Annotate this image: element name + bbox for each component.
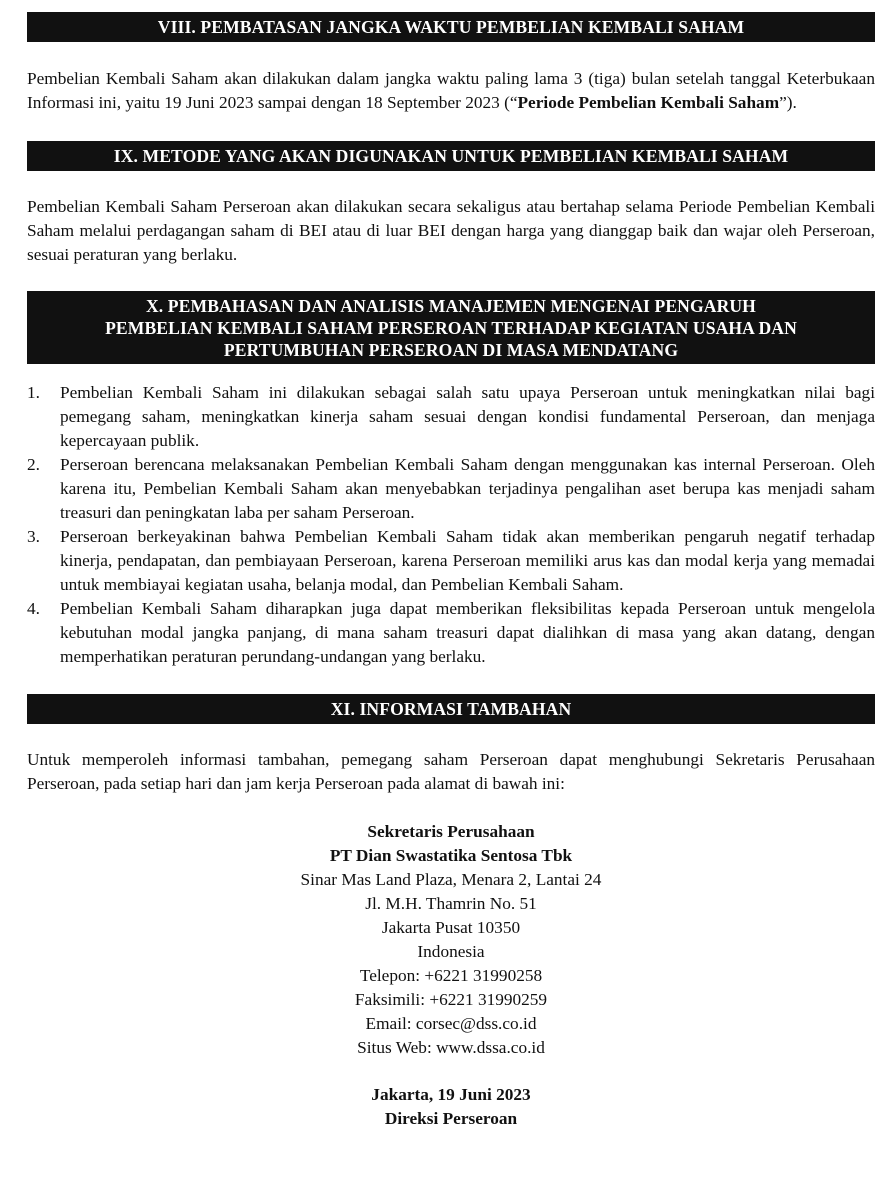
contact-address-block: [27, 820, 875, 1060]
section-10-heading-line: PEMBELIAN KEMBALI SAHAM PERSEROAN TERHADAP KEGIATAN USAHA DAN: [105, 318, 797, 338]
section-10-heading-line: PERTUMBUHAN PERSEROAN DI MASA MENDATANG: [223, 340, 679, 360]
section-9-heading: IX. METODE YANG AKAN DIGUNAKAN UNTUK PEMBELIAN KEMBALI SAHAM: [27, 141, 875, 171]
contact-email: Email: corsec@dss.co.id: [365, 1014, 537, 1033]
section-8-heading: VIII. PEMBATASAN JANGKA WAKTU PEMBELIAN KEMBALI SAHAM: [27, 12, 875, 42]
list-item-number: 2.: [27, 455, 40, 474]
list-item: [27, 525, 875, 597]
section-10-list: [27, 381, 875, 669]
contact-country: Indonesia: [417, 942, 485, 961]
contact-role: Sekretaris Perusahaan: [367, 822, 535, 841]
contact-address-line: Jl. M.H. Thamrin No. 51: [365, 894, 537, 913]
signature-signer: Direksi Perseroan: [384, 1109, 518, 1128]
contact-fax: Faksimili: +6221 31990259: [354, 990, 548, 1009]
section-11-paragraph: Untuk memperoleh informasi tambahan, pemegang saham Perseroan dapat menghubungi Sekretaris Perusahaan Perseroan, pada setiap hari dan jam kerja Perseroan pada alamat di bawah ini:: [27, 750, 875, 793]
section-11-heading: XI. INFORMASI TAMBAHAN: [27, 694, 875, 724]
list-item-number: 3.: [27, 527, 40, 546]
signature-block: [27, 1083, 875, 1131]
list-item-text: Pembelian Kembali Saham ini dilakukan sebagai salah satu upaya Perseroan untuk meningkatkan nilai bagi pemegang saham, meningkatkan kinerja saham sesuai dengan kondisi fundamental Perseroan, dan menjaga kepercayaan publik.: [60, 383, 875, 450]
contact-company: PT Dian Swastatika Sentosa Tbk: [329, 846, 573, 865]
list-item-text: Perseroan berencana melaksanakan Pembelian Kembali Saham dengan menggunakan kas internal Perseroan. Oleh karena itu, Pembelian Kembali Saham akan menyebabkan terjadinya pengalihan aset berupa kas menjadi saham treasuri dan peningkatan laba per saham Perseroan.: [60, 455, 875, 522]
document-page: [27, 12, 875, 1131]
section-10-heading-line: X. PEMBAHASAN DAN ANALISIS MANAJEMEN MENGENAI PENGARUH: [146, 296, 756, 316]
list-item-text: Pembelian Kembali Saham diharapkan juga dapat memberikan fleksibilitas kepada Perseroan untuk mengelola kebutuhan modal jangka panjang, di mana saham treasuri dapat dialihkan di masa yang akan datang, dengan memperhatikan peraturan perundang-undangan yang berlaku.: [60, 599, 875, 666]
contact-address-line: Sinar Mas Land Plaza, Menara 2, Lantai 24: [300, 870, 602, 889]
contact-phone: Telepon: +6221 31990258: [359, 966, 543, 985]
list-item-number: 1.: [27, 383, 40, 402]
list-item-text: Perseroan berkeyakinan bahwa Pembelian Kembali Saham tidak akan memberikan pengaruh negatif terhadap kinerja, pendapatan, dan pembiayaan Perseroan, karena Perseroan memiliki arus kas dan modal kerja yang memadai untuk membiayai kegiatan usaha, belanja modal, dan Pembelian Kembali Saham.: [60, 527, 875, 594]
list-item-number: 4.: [27, 599, 40, 618]
signature-place-date: Jakarta, 19 Juni 2023: [371, 1085, 531, 1104]
section-8-paragraph: Pembelian Kembali Saham akan dilakukan dalam jangka waktu paling lama 3 (tiga) bulan setelah tanggal Keterbukaan Informasi ini, yaitu 19 Juni 2023 sampai dengan 18 September 2023 (“Periode Pembelian Kembali Saham”).: [27, 69, 875, 112]
section-10-heading: [27, 291, 875, 364]
section-9-paragraph: Pembelian Kembali Saham Perseroan akan dilakukan secara sekaligus atau bertahap selama Periode Pembelian Kembali Saham melalui perdagangan saham di BEI atau di luar BEI dengan harga yang dianggap baik dan wajar oleh Perseroan, sesuai peraturan yang berlaku.: [27, 197, 875, 264]
contact-city: Jakarta Pusat 10350: [381, 918, 521, 937]
list-item: [27, 381, 875, 453]
contact-website: Situs Web: www.dssa.co.id: [357, 1038, 545, 1057]
list-item: [27, 597, 875, 669]
list-item: [27, 453, 875, 525]
